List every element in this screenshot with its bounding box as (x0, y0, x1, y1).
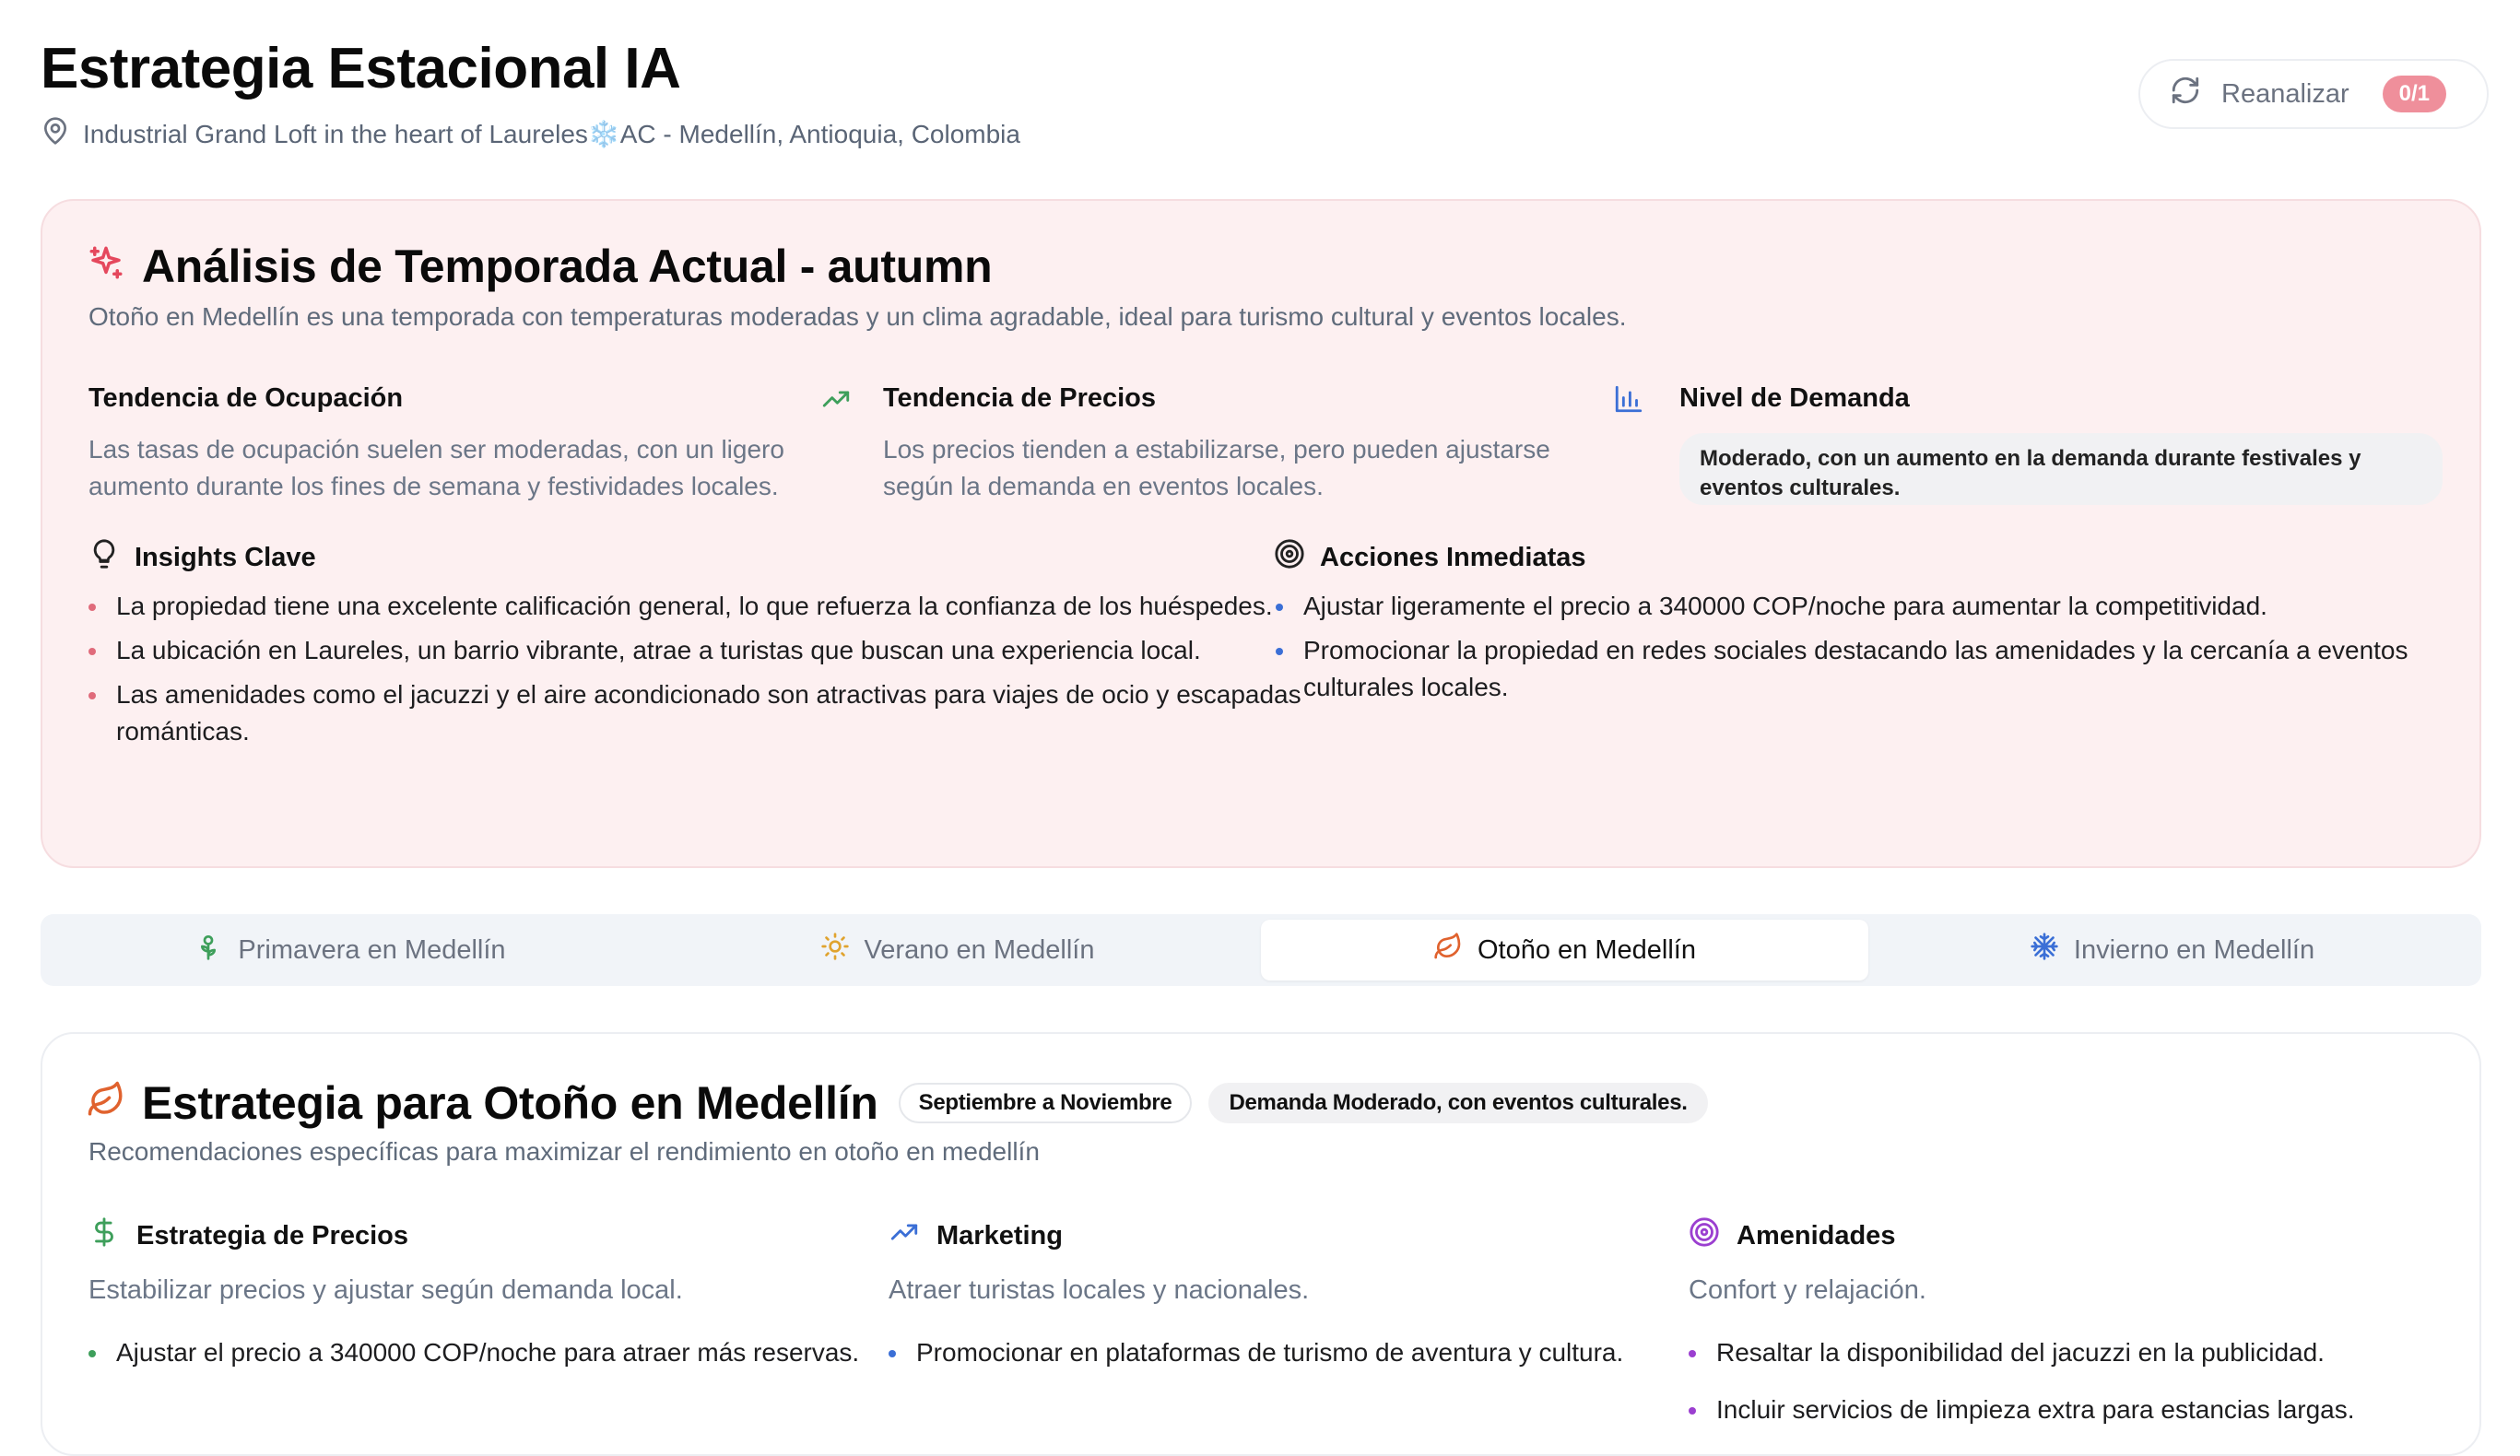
tab-winter[interactable]: Invierno en Medellín (1868, 920, 2476, 980)
list-item: Promocionar en plataformas de turismo de aventura y cultura. (887, 1334, 1661, 1371)
target-icon (1274, 538, 1305, 577)
demand-level-label: Nivel de Demanda (1679, 383, 1910, 413)
marketing-list (887, 1334, 1661, 1379)
bar-chart-icon (1613, 383, 1644, 419)
location-text: Industrial Grand Loft in the heart of Laureles❄️AC - Medellín, Antioquia, Colombia (83, 120, 1020, 148)
key-insights-label: Insights Clave (88, 538, 316, 577)
marketing-label: Marketing (889, 1216, 1063, 1255)
demand-badge: Demanda Moderado, con eventos culturales. (1208, 1083, 1707, 1123)
reanalyze-label: Reanalizar (2221, 78, 2349, 109)
list-item: Incluir servicios de limpieza extra para estancias largas. (1687, 1391, 2461, 1428)
pricing-summary: Estabilizar precios y ajustar según demanda local. (88, 1275, 683, 1305)
dollar-icon (88, 1216, 120, 1255)
flower-icon (194, 932, 223, 969)
page-title: Estrategia Estacional IA (41, 37, 681, 100)
list-item: Promocionar la propiedad en redes sociales destacando las amenidades y la cercanía a eventos culturales locales. (1274, 632, 2435, 706)
strategy-title (87, 1076, 1708, 1130)
amenities-label: Amenidades (1689, 1216, 1895, 1255)
tab-spring[interactable]: Primavera en Medellín (46, 920, 654, 980)
snowflake-icon (2030, 932, 2059, 969)
immediate-actions-list (1274, 588, 2435, 713)
current-season-title (87, 240, 992, 293)
immediate-actions-label: Acciones Inmediatas (1274, 538, 1586, 577)
price-trend-text: Los precios tienden a estabilizarse, pero pueden ajustarse según la demanda en eventos locales. (883, 435, 1550, 500)
pricing-strategy-label: Estrategia de Precios (88, 1216, 408, 1255)
property-location (41, 116, 1020, 152)
usage-count-badge: 0/1 (2383, 76, 2446, 112)
sparkles-icon (87, 240, 125, 293)
list-item: La propiedad tiene una excelente calificación general, lo que refuerza la confianza de los huéspedes. (87, 588, 1313, 625)
occupancy-trend-text: Las tasas de ocupación suelen ser moderadas, con un ligero aumento durante los fines de semana y festividades locales. (88, 435, 784, 500)
leaf-icon (87, 1076, 125, 1130)
period-badge: Septiembre a Noviembre (899, 1083, 1193, 1123)
list-item: Ajustar el precio a 340000 COP/noche para atraer más reservas. (87, 1334, 861, 1371)
tab-autumn[interactable]: Otoño en Medellín (1261, 920, 1868, 980)
season-tabs (41, 914, 2481, 986)
price-trend-label: Tendencia de Precios (883, 383, 1157, 413)
trending-up-icon (889, 1216, 920, 1255)
marketing-summary: Atraer turistas locales y nacionales. (889, 1275, 1310, 1305)
current-season-description: Otoño en Medellín es una temporada con temperaturas moderadas y un clima agradable, ideal para turismo cultural y eventos locales. (88, 302, 1627, 331)
list-item: La ubicación en Laureles, un barrio vibrante, atrae a turistas que buscan una experiencia local. (87, 632, 1313, 669)
autumn-strategy-card (41, 1032, 2481, 1456)
refresh-icon (2170, 75, 2201, 113)
sun-icon (820, 932, 850, 969)
amenities-summary: Confort y relajación. (1689, 1275, 1926, 1305)
list-item: Las amenidades como el jacuzzi y el aire acondicionado son atractivas para viajes de ocio y escapadas románticas. (87, 676, 1313, 750)
map-pin-icon (41, 116, 70, 152)
strategy-description: Recomendaciones específicas para maximizar el rendimiento en otoño en medellín (88, 1137, 1040, 1166)
target-icon (1689, 1216, 1720, 1255)
strategy-title-text: Estrategia para Otoño en Medellín (142, 1077, 878, 1129)
trending-up-icon (820, 383, 852, 419)
current-season-title-text: Análisis de Temporada Actual - autumn (142, 241, 993, 292)
reanalyze-button[interactable] (2138, 59, 2489, 129)
lightbulb-icon (88, 538, 120, 577)
key-insights-list (87, 588, 1313, 757)
list-item: Resaltar la disponibilidad del jacuzzi en la publicidad. (1687, 1334, 2461, 1371)
current-season-card (41, 199, 2481, 868)
list-item: Ajustar ligeramente el precio a 340000 COP/noche para aumentar la competitividad. (1274, 588, 2435, 625)
tab-summer[interactable]: Verano en Medellín (654, 920, 1261, 980)
leaf-icon (1433, 932, 1463, 969)
occupancy-trend-label: Tendencia de Ocupación (88, 383, 404, 413)
demand-level-badge: Moderado, con un aumento en la demanda durante festivales y eventos culturales. (1679, 433, 2443, 505)
pricing-list (87, 1334, 861, 1379)
